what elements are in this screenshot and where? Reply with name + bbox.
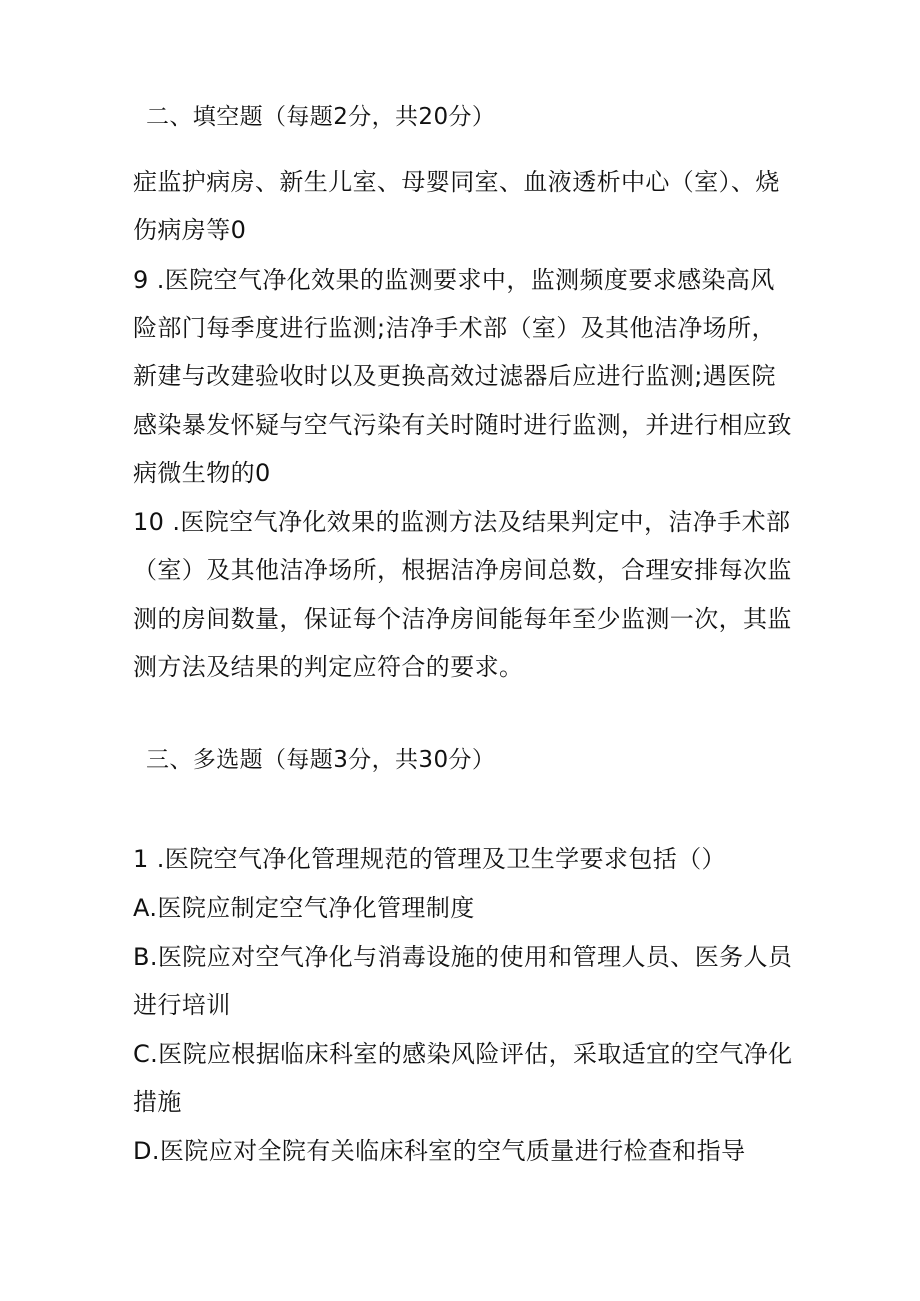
- question-9-line: 新建与改建验收时以及更换高效过滤器后应进行监测;遇医院: [133, 362, 776, 390]
- question-10-line: 测的房间数量，保证每个洁净房间能每年至少监测一次，其监: [133, 605, 792, 633]
- option-a: A.医院应制定空气净化管理制度: [133, 894, 475, 922]
- section-heading-multiple-choice: 三、多选题（每题3分，共30分）: [146, 747, 496, 773]
- question-9-line: 病微生物的0: [133, 459, 271, 487]
- question-10-line: 测方法及结果的判定应符合的要求。: [133, 653, 524, 681]
- paragraph-line: 伤病房等0: [133, 216, 247, 244]
- option-b: B.医院应对空气净化与消毒设施的使用和管理人员、医务人员: [133, 943, 793, 971]
- question-9-line: 9 .医院空气净化效果的监测要求中，监测频度要求感染高风: [133, 266, 775, 294]
- option-d: D.医院应对全院有关临床科室的空气质量进行检查和指导: [133, 1137, 746, 1165]
- option-b-continued: 进行培训: [133, 991, 231, 1019]
- paragraph-line: 症监护病房、新生儿室、母婴同室、血液透析中心（室）、烧: [133, 168, 780, 196]
- question-10-line: 10 .医院空气净化效果的监测方法及结果判定中，洁净手术部: [133, 508, 791, 536]
- option-c-continued: 措施: [133, 1088, 182, 1116]
- question-1-stem: 1 .医院空气净化管理规范的管理及卫生学要求包括（）: [133, 845, 726, 873]
- question-9-line: 感染暴发怀疑与空气污染有关时随时进行监测，并进行相应致: [133, 411, 792, 439]
- question-10-line: （室）及其他洁净场所，根据洁净房间总数，合理安排每次监: [133, 556, 792, 584]
- option-c: C.医院应根据临床科室的感染风险评估，采取适宜的空气净化: [133, 1040, 793, 1068]
- section-heading-fill-in: 二、填空题（每题2分，共20分）: [146, 104, 496, 130]
- question-9-line: 险部门每季度进行监测;洁净手术部（室）及其他洁净场所，: [133, 314, 776, 342]
